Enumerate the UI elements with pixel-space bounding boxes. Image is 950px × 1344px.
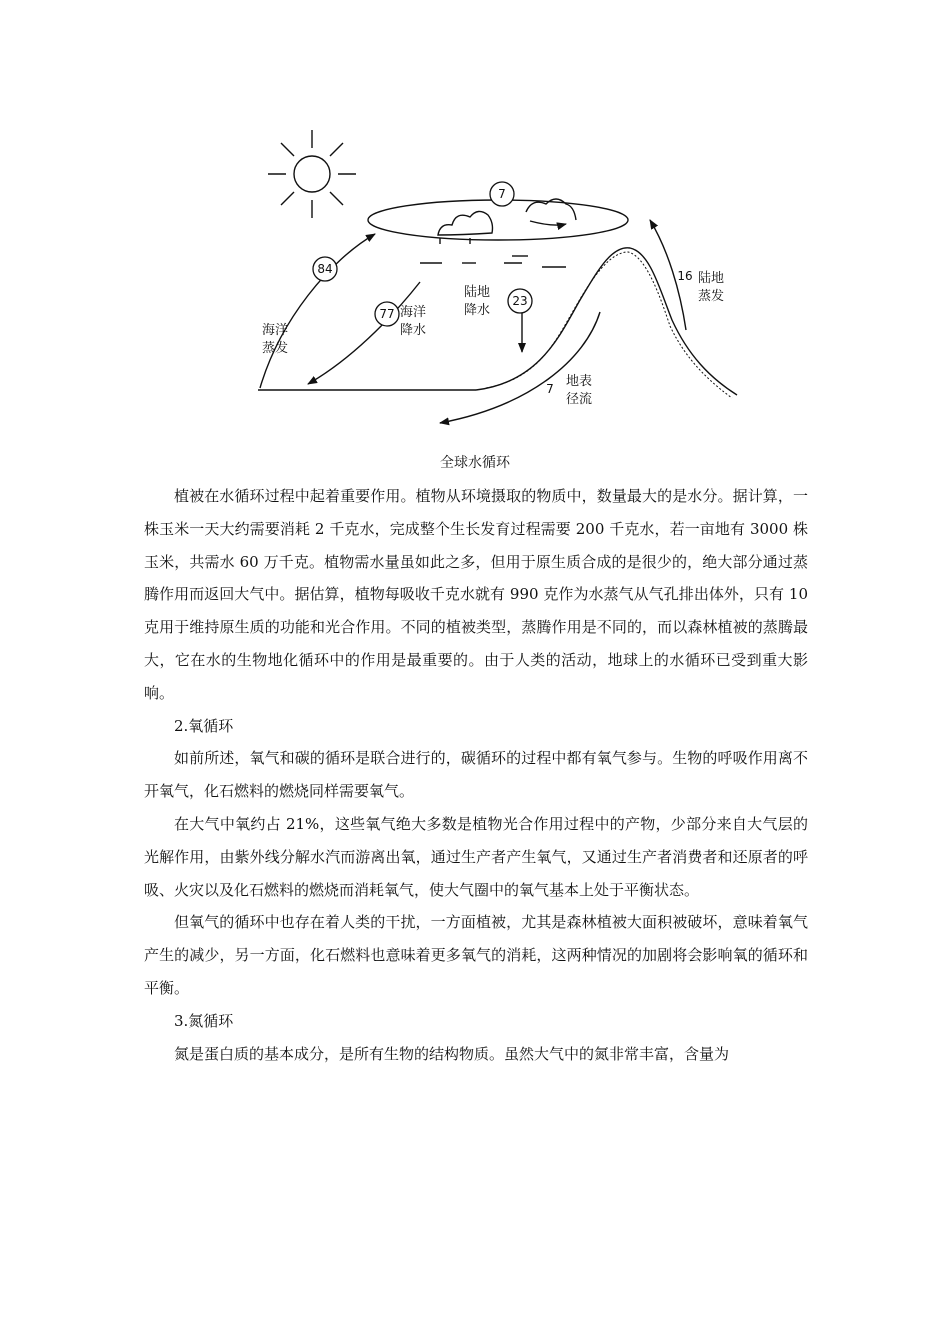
rain-lines: [420, 238, 566, 267]
figure-caption: 全球水循环: [440, 455, 510, 471]
value-top: 7: [498, 187, 506, 201]
paragraph-oxygen-balance: 在大气中氧约占 21%，这些氧气绝大多数是植物光合作用过程中的产物，少部分来自大气层的光解作用，由紫外线分解水汽而游离出氧，通过生产者产生氧气，又通过生产者消费者和还原者的呼吸、火灾以及化石燃料的燃烧而消耗氧气，使大气圈中的氧气基本上处于平衡状态。: [144, 814, 808, 899]
label-surface-runoff-2: 径流: [566, 392, 593, 407]
label-surface-runoff-1: 地表: [566, 374, 593, 389]
label-ocean-evaporation-1: 海洋: [262, 323, 289, 338]
label-land-evaporation-1: 陆地: [698, 271, 725, 286]
paragraph-vegetation-water-cycle: 植被在水循环过程中起着重要作用。植物从环境摄取的物质中，数量最大的是水分。据计算，一株玉米一天大约需要消耗 2 千克水，完成整个生长发育过程需要 200 千克水，若一亩地有 3000 株玉米，共需水 60 万千克。植物需水量虽如此之多，但用于原生质合成的是很少的，绝大部分通过蒸腾作用而返回大气中。据估算，植物每吸收千克水就有 990 克作为水蒸气从气孔排出体外，只有 10 克用于维持原生质的功能和光合作用。不同的植被类型，蒸腾作用是不同的，而以森林植被的蒸腾最大，它在水的生物地化循环中的作用是最重要的。由于人类的活动，地球上的水循环已受到重大影响。: [144, 487, 808, 702]
label-land-evaporation-2: 蒸发: [698, 289, 725, 304]
label-land-precipitation-2: 降水: [464, 303, 491, 318]
label-land-precipitation-1: 陆地: [464, 285, 491, 300]
section-heading-oxygen-cycle: 2.氧循环: [174, 716, 234, 735]
sun-icon: [268, 130, 356, 218]
paragraph-oxygen-human-impact: 但氧气的循环中也存在着人类的干扰，一方面植被，尤其是森林植被大面积被破坏，意味着氧气产生的减少，另一方面，化石燃料也意味着更多氧气的消耗，这两种情况的加剧将会影响氧的循环和平衡。: [144, 913, 808, 997]
paragraph-oxygen-carbon: 如前所述，氧气和碳的循环是联合进行的，碳循环的过程中都有氧气参与。生物的呼吸作用离不开氧气，化石燃料的燃烧同样需要氧气。: [144, 749, 808, 801]
label-ocean-precipitation-1: 海洋: [400, 305, 427, 320]
water-cycle-svg: [240, 120, 760, 435]
label-ocean-precipitation-2: 降水: [400, 323, 427, 338]
cloud-icon: [438, 211, 493, 235]
atmosphere-transport-arrow: [530, 221, 566, 225]
value-surface-runoff: 7: [546, 382, 554, 396]
label-ocean-evaporation-2: 蒸发: [262, 341, 289, 356]
value-ocean-precipitation: 77: [379, 307, 395, 321]
value-land-precipitation: 23: [512, 294, 528, 308]
value-land-evaporation: 16: [677, 269, 693, 283]
ocean-evaporation-arrow: [260, 234, 375, 388]
water-cycle-diagram: [240, 120, 760, 435]
mountain-texture: [486, 252, 732, 398]
mountain-outline: [476, 248, 737, 395]
paragraph-nitrogen-intro: 氮是蛋白质的基本成分，是所有生物的结构物质。虽然大气中的氮非常丰富，含量为: [174, 1044, 730, 1063]
value-ocean-evaporation: 84: [317, 262, 333, 276]
section-heading-nitrogen-cycle: 3.氮循环: [174, 1011, 234, 1030]
document-body: [144, 480, 808, 1070]
